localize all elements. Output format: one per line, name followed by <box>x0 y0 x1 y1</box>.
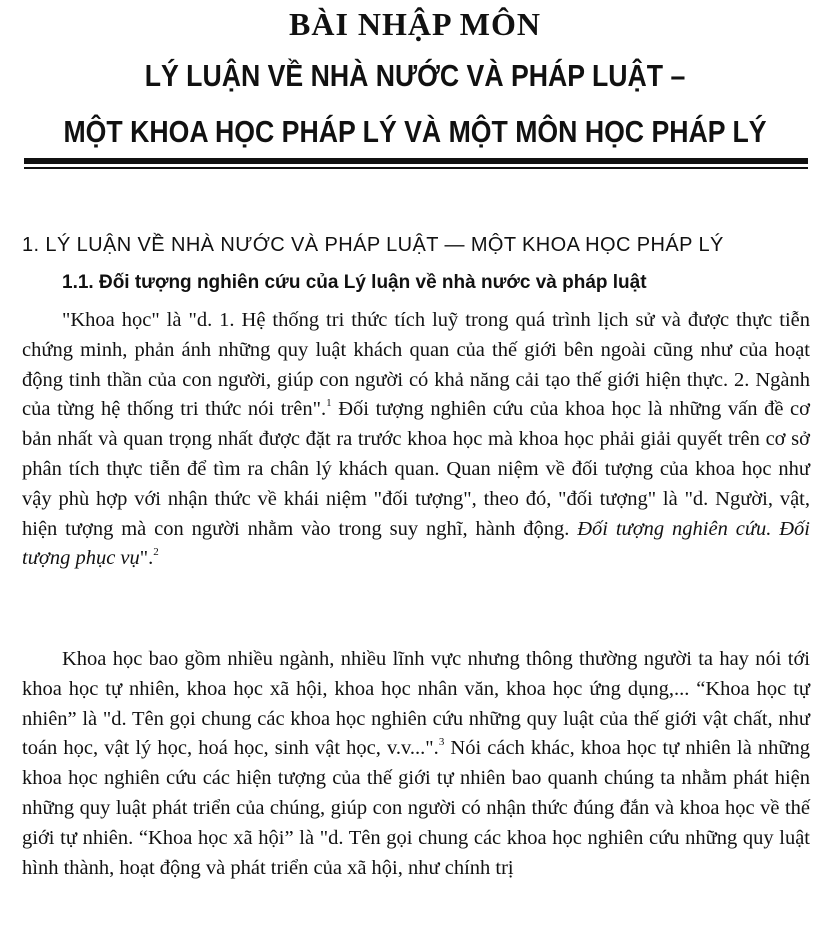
paragraph-2-text-continued: Nói cách khác, khoa học tự nhiên là những khoa học nghiên cứu các hiện tượng của thế giới tự nhiên bao quanh chúng ta nhằm phát hiện những quy luật phát triển của chúng, giúp con người có nhận thức đúng đắn và khoa học về thế giới tự nhiên. “Khoa học xã hội” là "d. Tên gọi chung các khoa học nghiên cứu những quy luật hình thành, hoạt động và phát triển của xã hội, như chính trị <box>22 737 811 879</box>
section-heading: 1. LÝ LUẬN VỀ NHÀ NƯỚC VÀ PHÁP LUẬT — MỘT KHOA HỌC PHÁP LÝ <box>22 234 724 256</box>
subsection-heading: 1.1. Đối tượng nghiên cứu của Lý luận về nhà nước và pháp luật <box>62 272 647 293</box>
paragraph-2-text: Khoa học bao gồm nhiều ngành, nhiều lĩnh vực nhưng thông thường người ta hay nói tới khoa học tự nhiên, khoa học xã hội, khoa học nhân văn, khoa học ứng dụng,... “Khoa học tự nhiên” là "d. Tên gọi chung các khoa học nghiên cứu những quy luật của thế giới vật chất, như toán học, vật lý học, hoá học, sinh vật học, v.v...". <box>22 648 810 760</box>
footnote-marker-2: 2 <box>153 546 159 559</box>
chapter-title-line-2: LÝ LUẬN VỀ NHÀ NƯỚC VÀ PHÁP LUẬT – <box>144 58 686 93</box>
chapter-title-line-3: MỘT KHOA HỌC PHÁP LÝ VÀ MỘT MÔN HỌC PHÁP LÝ <box>63 114 767 149</box>
paragraph-1-text-continued: Đối tượng nghiên cứu của khoa học là những vấn đề cơ bản nhất và quan trọng nhất được đặt ra trước khoa học mà khoa học phải giải quyết trên cơ sở phân tích thực tiễn để tìm ra chân lý khách quan. Quan niệm về đối tượng của khoa học như vậy phù hợp với nhận thức về khái niệm "đối tượng", theo đó, "đối tượng" là "d. Người, vật, hiện tượng mà con người nhằm vào trong suy nghĩ, hành động. <box>22 398 810 540</box>
footnote-marker-1: 1 <box>326 397 332 410</box>
title-rule-thin <box>24 167 808 169</box>
chapter-title-line-1: BÀI NHẬP MÔN <box>289 6 541 42</box>
footnote-marker-3: 3 <box>438 736 445 749</box>
paragraph-1-text: "Khoa học" là "d. 1. Hệ thống tri thức tích luỹ trong quá trình lịch sử và được thực tiễn chứng minh, phản ánh những quy luật khách quan của thế giới bên ngoài cũng như của hoạt động tinh thần của con người, giúp con người có khả năng cải tạo thế giới hiện thực. 2. Ngành của từng hệ thống tri thức nói trên". <box>22 309 810 421</box>
paragraph-1-italic-example: Đối tượng nghiên cứu. Đối tượng phục vụ <box>22 517 810 570</box>
title-rule-thick <box>24 158 808 164</box>
body-paragraph-1 <box>22 306 810 574</box>
body-paragraph-2 <box>22 645 810 883</box>
paragraph-1-closing-quote: ". <box>139 547 154 570</box>
